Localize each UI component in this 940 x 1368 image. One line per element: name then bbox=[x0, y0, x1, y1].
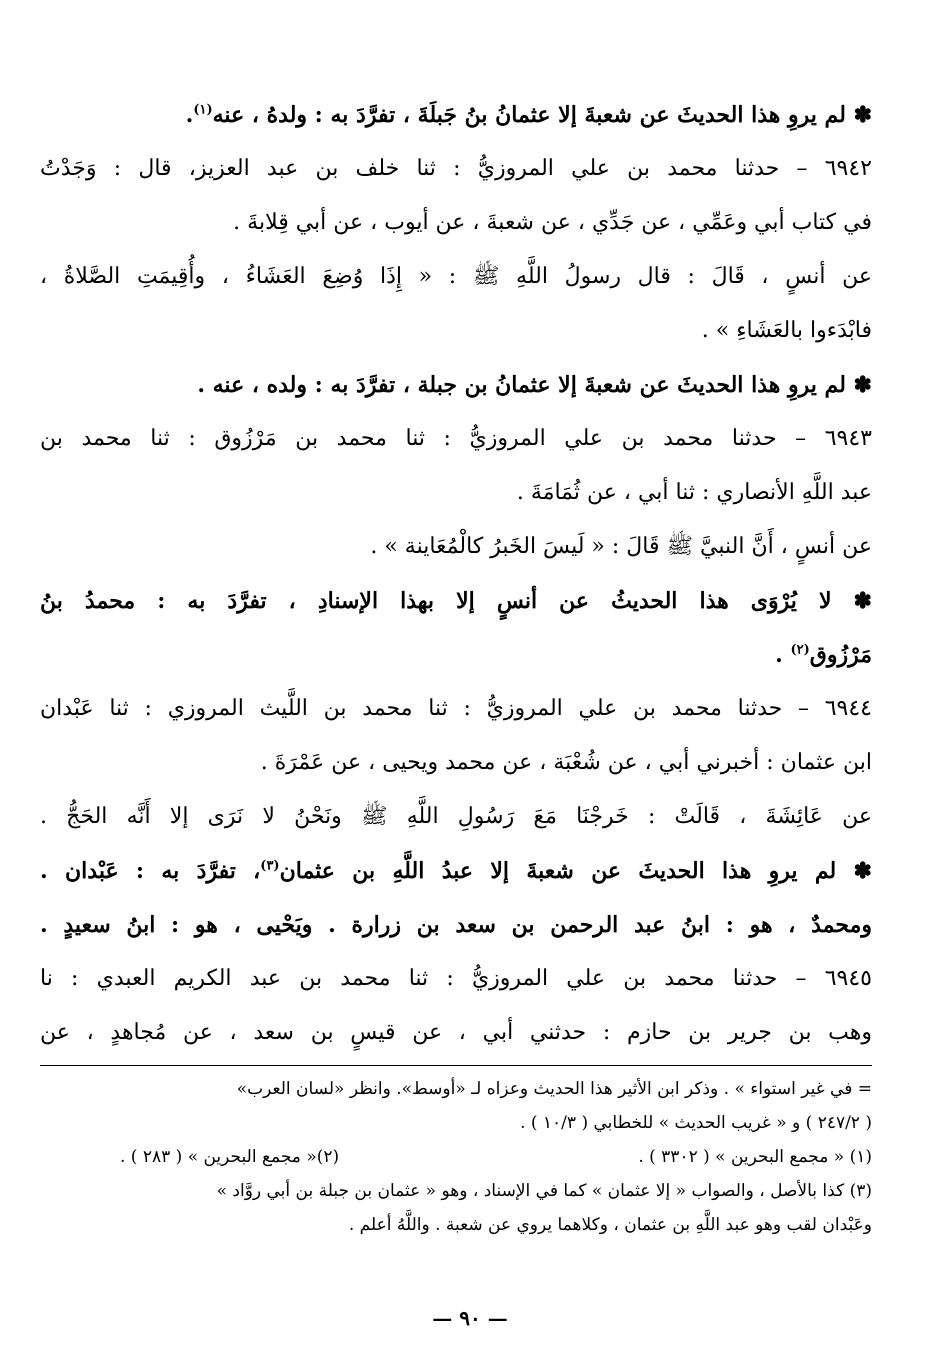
text-line: وهب بن جرير بن حازم : حدثني أبي ، عن قيسٍ بن سعد ، عن مُجاهدٍ ، عن bbox=[40, 1020, 872, 1045]
text-line: ٦٩٤٤ – حدثنا محمد بن علي المروزيُّ : ثنا محمد بن اللَّيث المروزي : ثنا عَبْدان bbox=[40, 696, 872, 721]
text-line: ✽ لم يروِ هذا الحديثَ عن شعبةَ إلا عثمانُ بن جبلة ، تفرَّدَ به : ولده ، عنه . bbox=[197, 372, 872, 398]
text-line: عن عَائِشَةَ ، قَالَتْ : خَرجْنَا مَعَ رَسُولِ اللَّهِ ﷺ ونَحْنُ لا نَرَى إلا أَنَّه الحَجُّ . bbox=[40, 804, 872, 829]
main-text bbox=[40, 88, 872, 1060]
text-line: ومحمدٌ ، هو : ابنُ عبد الرحمن بن سعد بن زرارة . ويَحْيى ، هو : ابنُ سعيدٍ . bbox=[40, 912, 872, 938]
text-line: مَرْزُوق$^{(٢)}$ . bbox=[775, 642, 872, 668]
page-number: — ٩٠ — bbox=[432, 1306, 508, 1330]
footnotes bbox=[40, 1065, 872, 1242]
text-line: ✽ لم يروِ هذا الحديثَ عن شعبةَ إلا عبدُ اللَّهِ بن عثمان$^{(٣)}$، تفرَّدَ به : عَبْدان . bbox=[40, 858, 872, 884]
text-line: ✽ لم يروِ هذا الحديثَ عن شعبةَ إلا عثمانُ بنُ جَبلَةَ ، تفرَّدَ به : ولدهُ ، عنه$^{(١)}$. bbox=[185, 102, 872, 128]
text-line: عن أنسٍ ، أَنَّ النبيَّ ﷺ قَالَ : « لَيسَ الخَبرُ كالْمُعَاينة » . bbox=[370, 534, 872, 559]
footnote-line: ( ٢٤٧/٢ ) و « غريب الحديث » للخطابي ( ١٠/٣ ) . bbox=[520, 1113, 872, 1133]
footnote-3: (٣) كذا بالأصل ، والصواب « إلا عثمان » كما في الإسناد ، وهو « عثمان بن جبلة بن أبي روَّاد » bbox=[216, 1181, 872, 1201]
footnote-line: = في غير استواء » . وذكر ابن الأثير هذا الحديث وعزاه لـ «أوسط». وانظر «لسان العرب» bbox=[236, 1079, 872, 1099]
text-line: فابْدَءوا بالعَشَاءِ » . bbox=[701, 318, 872, 343]
text-line: ٦٩٤٥ – حدثنا محمد بن علي المروزيُّ : ثنا محمد بن عبد الكريم العبدي : نا bbox=[40, 966, 872, 991]
text-line: عن أنسٍ ، قَالَ : قال رسولُ اللَّهِ ﷺ : « إِذَا وُضِعَ العَشَاءُ ، وأُقِيمَتِ الصَّلاةُ ، bbox=[40, 264, 872, 289]
text-line: ✽ لا يُرْوَى هذا الحديثُ عن أنسٍ إلا بهذا الإسنادِ ، تفرَّدَ به : محمدُ بنُ bbox=[40, 588, 872, 614]
footnote-1: (١) « مجمع البحرين » ( ٣٣٠٢ ) . bbox=[638, 1147, 872, 1167]
footnote-row bbox=[40, 1140, 872, 1174]
text-line: ٦٩٤٣ – حدثنا محمد بن علي المروزيُّ : ثنا محمد بن مَرْزُوق : ثنا محمد بن bbox=[40, 426, 872, 451]
text-line: ٦٩٤٢ – حدثنا محمد بن علي المروزيُّ : ثنا خلف بن عبد العزيز، قال : وَجَدْتُ bbox=[40, 156, 872, 181]
text-line: في كتاب أبي وعَمِّي ، عن جَدِّي ، عن شعبةَ ، عن أيوب ، عن أبي قِلابةَ . bbox=[233, 210, 872, 235]
text-line: ابن عثمان : أخبرني أبي ، عن شُعْبَة ، عن محمد ويحيى ، عن عَمْرَةَ . bbox=[260, 750, 872, 775]
footnote-3-continued: وعَبْدان لقب وهو عبد اللَّهِ بن عثمان ، وكلاهما يروي عن شعبة . واللَّهُ أعلم . bbox=[348, 1215, 872, 1235]
footnote-2: (٢)« مجمع البحرين » ( ٢٨٣ ) . bbox=[120, 1147, 340, 1167]
text-line: عبد اللَّهِ الأنصاري : ثنا أبي ، عن ثُمَامَةَ . bbox=[516, 480, 872, 505]
